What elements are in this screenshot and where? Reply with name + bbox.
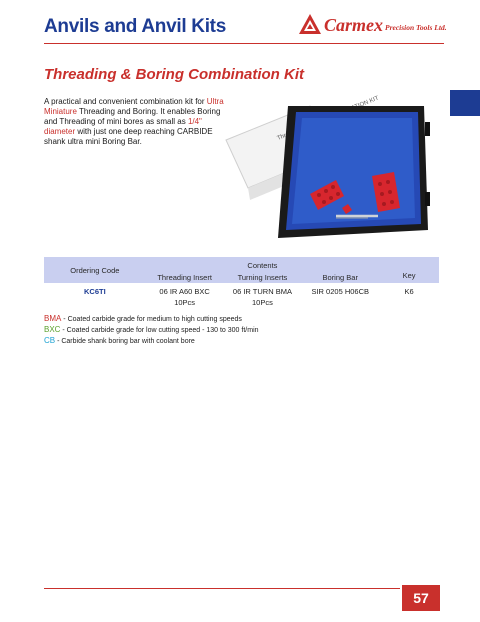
- legend-key-bxc: BXC: [44, 325, 61, 334]
- kit-case: [278, 106, 430, 238]
- col-header-contents: Contents: [146, 257, 379, 271]
- legend-text: - Coated carbide grade for medium to high cutting speeds: [61, 316, 242, 323]
- ordering-table: [44, 257, 439, 308]
- product-photo: [218, 92, 440, 252]
- legend-text: - Coated carbide grade for low cutting speed - 130 to 300 ft/min: [60, 327, 259, 334]
- cell-threading-insert: 06 IR A60 BXC: [159, 287, 210, 296]
- cell-key: [379, 297, 439, 308]
- legend-item: [44, 336, 259, 347]
- cell-threading-qty: 10Pcs: [174, 298, 196, 307]
- desc-highlight-1: Ultra Miniature: [44, 97, 224, 116]
- brand-subtitle: Precision Tools Ltd.: [385, 23, 447, 32]
- col-header-boring-bar: Boring Bar: [301, 271, 379, 283]
- desc-text-3: with just one deep reaching CARBIDE shank ultra mini Boring Bar.: [44, 127, 213, 146]
- product-title: Threading & Boring Combination Kit: [44, 66, 304, 83]
- page-number: 57: [402, 585, 440, 611]
- desc-text-2: Threading and Boring. It enables Boring and Threading of mini bores as small as: [44, 107, 221, 126]
- col-header-key: Key: [379, 257, 439, 283]
- cell-turning-qty: 10Pcs: [252, 298, 273, 307]
- table-row: [44, 297, 439, 308]
- col-header-ordering-code: Ordering Code: [44, 257, 146, 283]
- desc-highlight-2: 1/4" diameter: [44, 117, 202, 136]
- footer-rule: [44, 588, 400, 589]
- section-tab: [450, 90, 480, 116]
- grade-legend: [44, 314, 259, 347]
- col-header-turning-inserts: Turning Inserts: [224, 271, 302, 283]
- table-row: [44, 283, 439, 297]
- carmex-logo: [298, 13, 448, 39]
- carmex-triangle-icon: [298, 13, 322, 35]
- legend-item: [44, 325, 259, 336]
- cell-boring-bar: SIR 0205 H06CB: [311, 287, 370, 296]
- product-description: [44, 97, 224, 147]
- brand-name: Carmex: [324, 15, 384, 35]
- legend-item: [44, 314, 259, 325]
- cell-ordering-code: [44, 297, 146, 308]
- cell-boring-bar: [301, 297, 379, 308]
- box-label: KIT: [368, 95, 380, 105]
- cell-ordering-code: KC6TI: [84, 287, 106, 296]
- legend-text: - Carbide shank boring bar with coolant bore: [55, 338, 195, 345]
- cell-turning-inserts: 06 IR TURN BMA: [232, 287, 292, 296]
- legend-key-bma: BMA: [44, 314, 62, 323]
- desc-text-1: A practical and convenient combination kit for: [44, 97, 207, 106]
- page-title: Anvils and Anvil Kits: [44, 16, 226, 37]
- cell-key: K6: [404, 287, 414, 296]
- legend-key-cb: CB: [44, 336, 56, 345]
- header-rule: [44, 43, 444, 44]
- col-header-threading-insert: Threading Insert: [146, 271, 224, 283]
